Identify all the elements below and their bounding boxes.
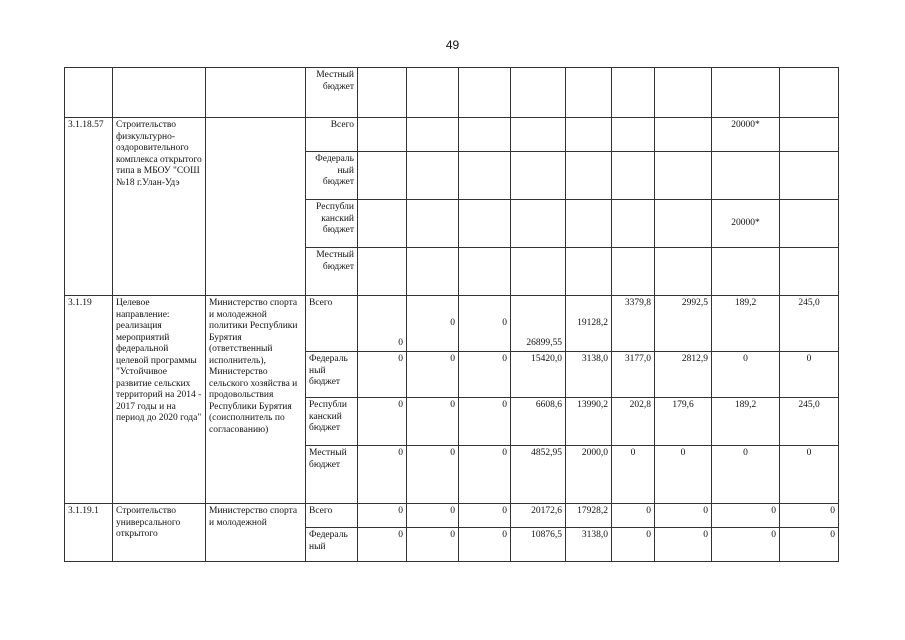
value-cell: 0	[780, 446, 839, 504]
value-cell: 13990,2	[566, 398, 612, 446]
value-cell: 3138,0	[566, 352, 612, 398]
value-cell: 0	[612, 504, 655, 528]
value-cell: 0	[655, 446, 712, 504]
source-cell: Федераль ный	[306, 528, 358, 562]
value-cell: 2992,5	[655, 296, 712, 352]
source-cell: Местный бюджет	[306, 446, 358, 504]
value-cell: 0	[459, 398, 511, 446]
value-cell: 189,2	[712, 398, 780, 446]
source-cell: Республи канский бюджет	[306, 200, 358, 248]
value-cell: 15420,0	[511, 352, 566, 398]
value-cell: 202,8	[612, 398, 655, 446]
source-cell: Федераль ный бюджет	[306, 352, 358, 398]
value-cell: 0	[655, 528, 712, 562]
value-cell: 0	[712, 504, 780, 528]
source-cell: Всего	[306, 118, 358, 152]
value-cell: 0	[780, 352, 839, 398]
table-row	[65, 68, 839, 118]
value-cell: 19128,2	[566, 296, 612, 352]
budget-table	[64, 67, 839, 562]
value-cell: 0	[358, 528, 407, 562]
value-cell: 0	[407, 446, 459, 504]
value-cell: 245,0	[780, 296, 839, 352]
value-cell: 245,0	[780, 398, 839, 446]
value-cell: 189,2	[712, 296, 780, 352]
value-cell: 0	[780, 504, 839, 528]
executor-cell: Министерство спорта и молодежной	[206, 504, 306, 562]
value-cell: 20000*	[712, 200, 780, 248]
source-cell: Местный бюджет	[306, 68, 358, 118]
value-cell: 17928,2	[566, 504, 612, 528]
value-cell: 0	[780, 528, 839, 562]
source-cell: Местный бюджет	[306, 248, 358, 296]
name-cell: Строительство универсального открытого	[113, 504, 206, 562]
source-cell: Федераль ный бюджет	[306, 152, 358, 200]
value-cell: 0	[712, 352, 780, 398]
value-cell: 0	[459, 446, 511, 504]
value-cell: 0	[407, 528, 459, 562]
value-cell: 4852,95	[511, 446, 566, 504]
table-row	[65, 504, 839, 528]
value-cell: 179,6	[655, 398, 712, 446]
value-cell: 0	[612, 446, 655, 504]
value-cell: 0	[459, 504, 511, 528]
value-cell: 0	[459, 296, 511, 352]
code-cell: 3.1.19	[65, 296, 113, 504]
value-cell: 0	[459, 352, 511, 398]
value-cell: 20172,6	[511, 504, 566, 528]
table-row	[65, 118, 839, 152]
value-cell: 0	[612, 528, 655, 562]
value-cell: 0	[358, 352, 407, 398]
value-cell: 0	[712, 528, 780, 562]
value-cell: 2000,0	[566, 446, 612, 504]
value-cell: 0	[358, 504, 407, 528]
executor-cell: Министерство спорта и молодежной политики Республики Бурятия (ответственный исполнитель), Министерство сельского хозяйства и продовольствия Республики Бурятия (соисполнитель по согласованию)	[206, 296, 306, 504]
value-cell: 0	[407, 504, 459, 528]
value-cell: 0	[358, 296, 407, 352]
code-cell: 3.1.18.57	[65, 118, 113, 296]
value-cell: 0	[407, 398, 459, 446]
name-cell	[113, 68, 206, 118]
value-cell: 0	[712, 446, 780, 504]
source-cell: Всего	[306, 504, 358, 528]
value-cell: 0	[407, 296, 459, 352]
value-cell: 3379,8	[612, 296, 655, 352]
executor-cell	[206, 118, 306, 296]
value-cell: 3138,0	[566, 528, 612, 562]
value-cell: 10876,5	[511, 528, 566, 562]
code-cell	[65, 68, 113, 118]
name-cell: Целевое направление: реализация мероприятий федеральной целевой программы "Устойчивое развитие сельских территорий на 2014 - 2017 годы и на период до 2020 года"	[113, 296, 206, 504]
value-cell: 0	[655, 504, 712, 528]
source-cell: Республи канский бюджет	[306, 398, 358, 446]
value-cell: 3177,0	[612, 352, 655, 398]
value-cell: 2812,9	[655, 352, 712, 398]
value-cell: 0	[358, 446, 407, 504]
value-cell: 0	[358, 398, 407, 446]
executor-cell	[206, 68, 306, 118]
value-cell: 20000*	[712, 118, 780, 152]
source-cell: Всего	[306, 296, 358, 352]
value-cell: 0	[459, 528, 511, 562]
code-cell: 3.1.19.1	[65, 504, 113, 562]
value-cell: 6608,6	[511, 398, 566, 446]
value-cell: 26899,55	[511, 296, 566, 352]
page-number: 49	[445, 38, 460, 52]
table-row	[65, 296, 839, 352]
name-cell: Строительство физкультурно-оздоровительного комплекса открытого типа в МБОУ "СОШ №18 г.Улан-Удэ	[113, 118, 206, 296]
value-cell: 0	[407, 352, 459, 398]
